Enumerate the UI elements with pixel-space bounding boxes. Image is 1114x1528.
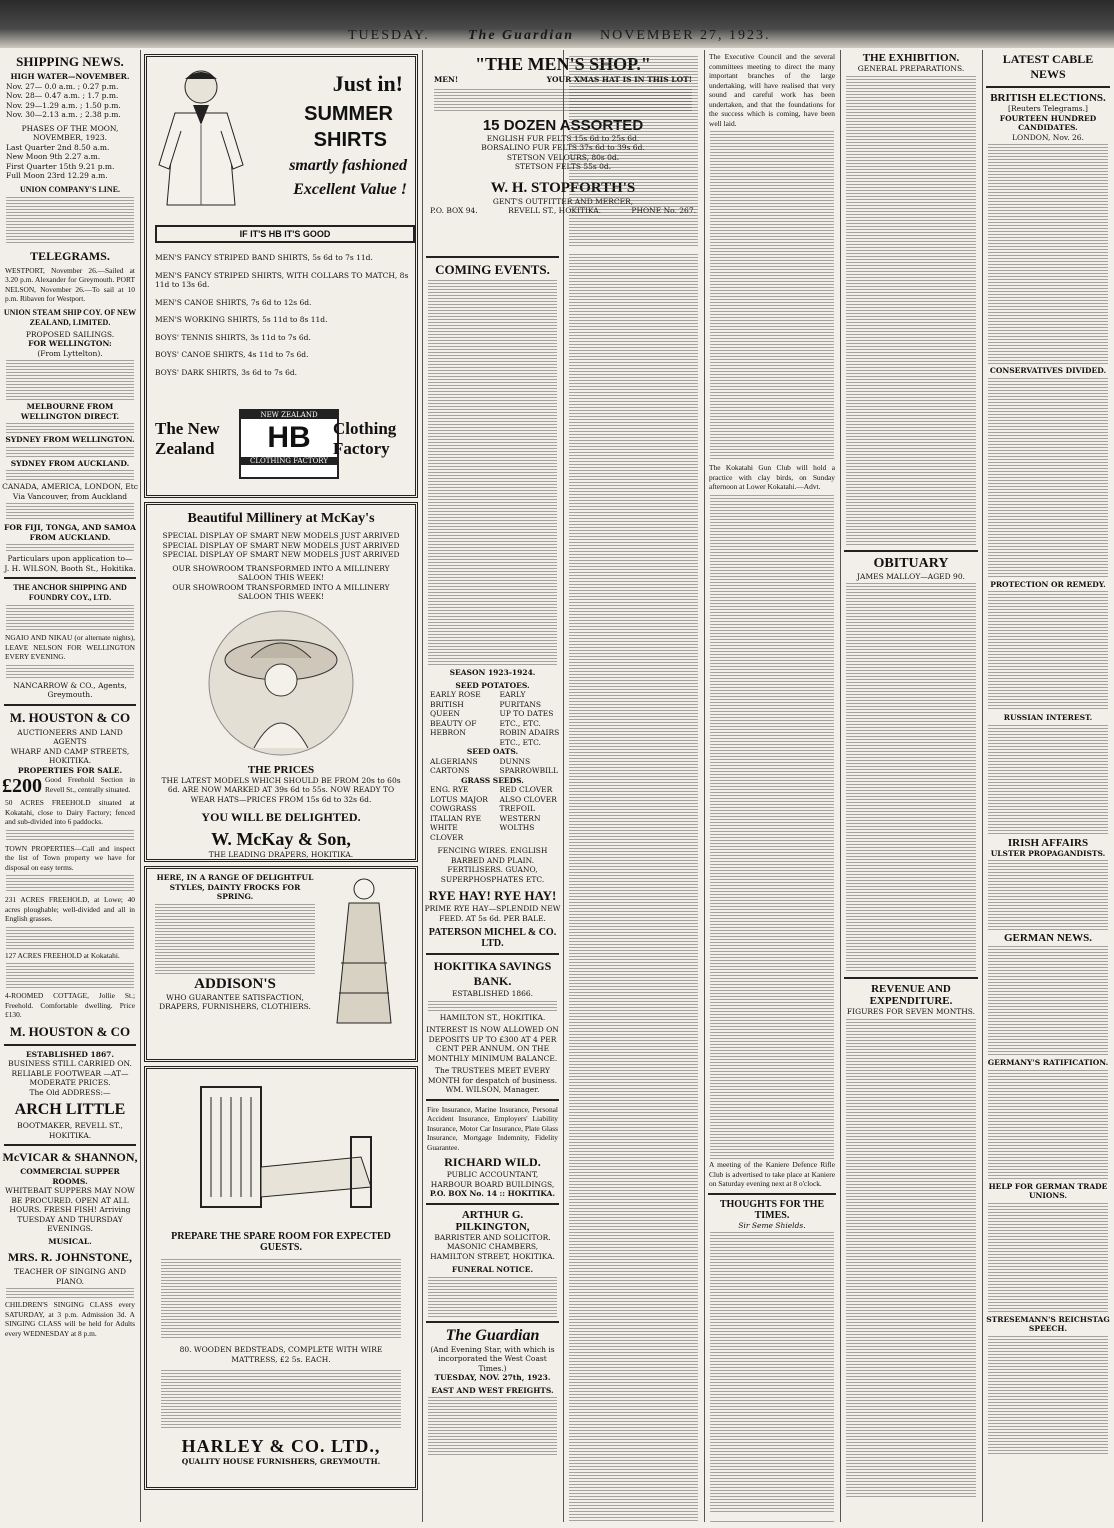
seed-item: BRITISH QUEEN [430, 699, 464, 718]
showroom-2: OUR SHOWROOM TRANSFORMED INTO A MILLINERY [172, 582, 390, 592]
grass-item: ALSO CLOVER [499, 794, 557, 804]
executive-text: The Executive Council and the several committees meeting to direct the many important branches of the large undertaking, will have realised that very sound and careful work has been undertaken, and that the foundations for the success which is coming, have been well laid. [709, 52, 835, 128]
german-news: GERMAN NEWS. [1003, 932, 1092, 944]
shirt-line: MEN'S WORKING SHIRTS, 5s 11d to 8s 11d. [155, 315, 328, 324]
grass-list [424, 785, 561, 842]
hats-line: BORSALINO FUR FELTS 37s 6d to 39s 6d. [481, 143, 645, 152]
help: HELP FOR GERMAN TRADE UNIONS. [988, 1181, 1108, 1200]
sydney: SYDNEY FROM WELLINGTON. [5, 435, 135, 444]
wharf: WHARF AND CAMP STREETS, HOKITIKA. [10, 746, 130, 765]
grass-item: LOTUS MAJOR [430, 794, 488, 804]
seed-item: EARLY PURITANS [499, 690, 542, 709]
moon-row: Full Moon 23rd 12.29 a.m. [6, 171, 108, 180]
hats-line: STETSON VELOURS, 80s 0d. [506, 152, 620, 162]
latest-cable: LATEST CABLE NEWS [1002, 52, 1094, 81]
tide-row: Nov. 27— 0.0 a.m. ; 0.27 p.m. [6, 81, 119, 91]
british-elections: BRITISH ELECTIONS. [990, 92, 1106, 104]
moon-row: First Quarter 15th 9.21 p.m. [6, 161, 115, 171]
saloon-1: SALOON THIS WEEK! [237, 573, 325, 582]
shirt-list [155, 253, 411, 385]
shirt-line: MEN'S FANCY STRIPED SHIRTS, WITH COLLARS TO MATCH, 8s 11d to 13s 6d. [155, 270, 409, 289]
houston-sub: AUCTIONEERS AND LAND AGENTS [17, 727, 123, 746]
addisons-ad [144, 866, 418, 1062]
hats-line: STETSON FELTS 55s 0d. [514, 162, 612, 171]
shipping-title: SHIPPING NEWS. [16, 54, 124, 69]
moon-title: PHASES OF THE MOON, NOVEMBER, 1923. [21, 123, 119, 142]
excellent: Excellent Value ! [293, 181, 407, 198]
arch-sub: BOOTMAKER, REVELL ST., HOKITIKA. [17, 1121, 123, 1140]
malloy: JAMES MALLOY—AGED 90. [857, 571, 965, 581]
stopforth-sub: GENT'S OUTFITTER AND MERCER, [492, 196, 634, 206]
business: BUSINESS STILL CARRIED ON. [8, 1059, 132, 1068]
tide-row: Nov. 29—1.29 a.m. ; 1.50 p.m. [6, 100, 121, 110]
masthead [0, 0, 1114, 48]
rye-hay: RYE HAY! RYE HAY! [428, 888, 557, 903]
acres127: 127 ACRES FREEHOLD at Kokatahi. [5, 950, 120, 960]
pobox14: P.O. BOX No. 14 :: HOKITIKA. [429, 1189, 556, 1198]
seed-list [424, 690, 561, 747]
houston-title: M. HOUSTON & CO [9, 709, 131, 725]
spare-room: PREPARE THE SPARE ROOM FOR EXPECTED GUESTS. [171, 1231, 391, 1253]
grass-item: TREFOIL [499, 804, 535, 813]
delighted: YOU WILL BE DELIGHTED. [201, 810, 361, 824]
pilkington: ARTHUR G. PILKINGTON, [455, 1208, 530, 1233]
thoughts-author: Sir Seme Shields. [738, 1220, 806, 1230]
harley-ad [144, 1066, 418, 1490]
frock-illustration [319, 873, 409, 1043]
seed-item: BEAUTY OF HEBRON [430, 718, 477, 737]
kaniere-text: A meeting of the Kaniere Defence Rifle Club is advertised to take place at Kaniere on Saturday evening next at 8 o'clock. [709, 1160, 835, 1188]
addison-sub: WHO GUARANTEE SATISFACTION, DRAPERS, FURNISHERS, CLOTHIERS. [159, 992, 311, 1011]
frocks: HERE, IN A RANGE OF DELIGHTFUL STYLES, DAINTY FROCKS FOR SPRING. [156, 873, 314, 901]
canada: CANADA, AMERICA, LONDON, Etc Via Vancouver, from Auckland [2, 482, 138, 501]
accountant: PUBLIC ACCOUNTANT, [446, 1170, 539, 1179]
cottage: 4-ROOMED COTTAGE, Jollie St.; Freehold. Comfortable dwelling. Price £130. [5, 991, 135, 1019]
hb-logo-bottom: CLOTHING FACTORY [241, 457, 337, 465]
hamilton-st: HAMILTON ST., HOKITIKA. [439, 1012, 546, 1022]
column-4-header-fill [565, 54, 702, 250]
bed-illustration [181, 1077, 381, 1227]
teacher: TEACHER OF SINGING AND PIANO. [14, 1267, 126, 1286]
ulster: ULSTER PROPAGANDISTS. [990, 848, 1106, 858]
moon-list [2, 143, 138, 181]
shirt-line: BOYS' DARK SHIRTS, 3s 6d to 7s 6d. [155, 367, 298, 377]
oats-item: SPARROWBILL [499, 766, 558, 775]
london-date: LONDON, Nov. 26. [1012, 132, 1084, 142]
shirt-line: BOYS' TENNIS SHIRTS, 3s 11d to 7s 6d. [155, 332, 311, 342]
thoughts-title: THOUGHTS FOR THE TIMES. [719, 1198, 825, 1221]
trustees: The TRUSTEES MEET EVERY MONTH for despatch of business. [427, 1066, 558, 1085]
mens-shop-title: "THE MEN'S SHOP." [475, 54, 651, 74]
irish-affairs: IRISH AFFAIRS [1007, 836, 1089, 849]
price-text: THE LATEST MODELS WHICH SHOULD BE FROM 20s to 60s 6d. ARE NOW MARKED AT 39s 6d to 55s. NOW READY TO WEAR HATS—PRICES FROM 15s 6d to 32s 6d. [161, 775, 401, 804]
stopforth-title: W. H. STOPFORTH'S [490, 179, 636, 196]
guardian-sub: (And Evening Star, with which is incorporated the West Coast Times.) [430, 1344, 555, 1373]
established: ESTABLISHED 1866. [451, 989, 534, 998]
seed-item: ROBIN ADAIRS ETC., ETC. [499, 728, 560, 747]
acres50: 50 ACRES FREEHOLD situated at Kokatahi, close to Dairy Factory; fenced and sub-divided into 6 paddocks. [5, 798, 135, 826]
addison-title: ADDISON'S [194, 975, 276, 992]
children: CHILDREN'S SINGING CLASS every SATURDAY, at 3 p.m. Admission 3d. A SINGING CLASS will be held for Adults every WEDNESDAY at 8 p.m. [5, 1300, 135, 1338]
saloon-2: SALOON THIS WEEK! [237, 592, 325, 601]
funeral: FUNERAL NOTICE. [451, 1265, 534, 1274]
tide-row: Nov. 30—2.13 a.m. ; 2.38 p.m. [6, 110, 121, 119]
grass-item: COWGRASS [430, 804, 477, 813]
russian: RUSSIAN INTEREST. [1003, 713, 1093, 722]
oats-list [424, 757, 561, 776]
coming-events: COMING EVENTS. [435, 262, 550, 277]
special-1: SPECIAL DISPLAY OF SMART NEW MODELS JUST ARRIVED [162, 531, 400, 540]
fiji: FOR FIJI, TONGA, AND SAMOA FROM AUCKLAND. [4, 523, 136, 542]
protection: PROTECTION OR REMEDY. [990, 579, 1106, 589]
hat-lady-illustration [206, 608, 356, 758]
mcvicar: McVICAR & SHANNON, [2, 1150, 138, 1164]
supper: COMMERCIAL SUPPER ROOMS. [20, 1167, 120, 1186]
masthead-day: TUESDAY. [348, 28, 430, 43]
particulars: Particulars upon application to— [7, 554, 133, 563]
price-200-text: Good Freehold Section in Revell St., centrally situated. [45, 775, 135, 794]
proposed: PROPOSED SAILINGS. [25, 329, 115, 339]
hats-line: ENGLISH FUR FELTS 15s 6d to 25s 6d. [486, 133, 640, 143]
summer-word: SUMMER [304, 103, 393, 125]
oats-item: ALGERIANS [430, 756, 478, 766]
price-200: £200 [2, 775, 42, 797]
millinery-title: Beautiful Millinery at McKay's [187, 511, 375, 526]
wm-wilson: WM. WILSON, Manager. [445, 1085, 540, 1094]
kokatahi-gun-club: The Kokatahi Gun Club will hold a practice with clay birds, on Sunday afternoon at Lower Kokatahi.—Advt. [709, 463, 835, 491]
seed-potatoes: SEED POTATOES. [455, 680, 530, 690]
thoughts-section [706, 1160, 838, 1520]
town-props: TOWN PROPERTIES—Call and inspect the list of Town property we have for disposal on easy terms. [5, 843, 135, 872]
hamilton-2: HAMILTON STREET, HOKITIKA. [430, 1251, 555, 1261]
revell-st: REVELL ST., HOKITIKA. [508, 206, 601, 215]
seed-item: EARLY ROSE [430, 690, 481, 699]
property-title: PROPERTIES FOR SALE. [17, 765, 123, 775]
grass-item: RED CLOVER [499, 785, 553, 794]
harbour: HARBOUR BOARD BUILDINGS, [430, 1179, 555, 1189]
agent: J. H. WILSON, Booth St., Hokitika. [4, 563, 136, 573]
union-title: UNION COMPANY'S LINE. [19, 184, 121, 194]
richard-wild: RICHARD WILD. [444, 1155, 541, 1169]
shirt-line: MEN'S CANOE SHIRTS, 7s 6d to 12s 6d. [155, 297, 312, 307]
reliable: RELIABLE FOOTWEAR —AT— MODERATE PRICES. [11, 1068, 129, 1087]
sydney-auckland: SYDNEY FROM AUCKLAND. [10, 458, 130, 468]
usscnz-title: UNION STEAM SHIP COY. OF NEW ZEALAND, LIMITED. [3, 307, 137, 327]
guardian-date: TUESDAY, NOV. 27th, 1923. [434, 1373, 551, 1382]
tides-list [2, 82, 138, 120]
old-address: The Old ADDRESS:— [29, 1087, 111, 1097]
hats-title: 15 DOZEN ASSORTED [482, 116, 644, 134]
telegrams-title: TELEGRAMS. [30, 248, 110, 263]
revenue-title: REVENUE AND EXPENDITURE. [869, 983, 953, 1007]
its-good: IF IT'S HB IT'S GOOD [155, 225, 415, 243]
smartly: smartly fashioned [289, 157, 407, 174]
preparations: GENERAL PREPARATIONS. [857, 64, 965, 73]
column-cable-news [984, 52, 1112, 1522]
seed-oats: SEED OATS. [466, 747, 519, 756]
exhibition-title: THE EXHIBITION. [862, 52, 960, 64]
houston-title-2: M. HOUSTON & CO [9, 1023, 131, 1039]
masthead-title: The Guardian [468, 28, 575, 43]
moon-row: Last Quarter 2nd 8.50 a.m. [6, 142, 110, 152]
paterson: PATERSON MICHEL & CO. LTD. [428, 927, 557, 949]
mckay-name: W. McKay & Son, [211, 829, 351, 849]
special-3: SPECIAL DISPLAY OF SMART NEW MODELS JUST ARRIVED [162, 550, 400, 559]
oats-item: DUNNS [499, 756, 531, 766]
grass-item: WHITE CLOVER [430, 823, 464, 842]
fourteen: FOURTEEN HUNDRED CANDIDATES. [999, 113, 1097, 132]
grass-item: WESTERN WOLTHS [499, 813, 541, 832]
from-lyttelton: (From Lyttelton). [37, 348, 103, 358]
column-3-body [424, 252, 561, 1522]
bedsteads: 80. WOODEN BEDSTEADS, COMPLETE WITH WIRE MATTRESS, £2 5s. EACH. [179, 1345, 383, 1364]
barrister: BARRISTER AND SOLICITOR. [434, 1232, 551, 1242]
rye-sub: PRIME RYE HAY—SPLENDID NEW FEED. AT 5s 6d. PER BALE. [424, 904, 561, 923]
just-in: Just in! [332, 71, 403, 96]
shirts-word: SHIRTS [313, 129, 387, 151]
clothing-factory: Clothing Factory [333, 419, 397, 458]
hb-logo-top: NEW ZEALAND [241, 411, 337, 419]
column-shipping [2, 50, 138, 1522]
harley-sub: QUALITY HOUSE FURNISHERS, GREYMOUTH. [181, 1457, 381, 1466]
grass-seeds: GRASS SEEDS. [461, 775, 524, 785]
reichstag: STRESEMANN'S REICHSTAG SPEECH. [986, 1314, 1110, 1333]
special-2: SPECIAL DISPLAY OF SMART NEW MODELS JUST ARRIVED [162, 540, 400, 550]
insurance: Fire Insurance, Marine Insurance, Personal Accident Insurance, Employers' Liability Insurance, Motor Car Insurance, Plate Glass Insurance, Mortgage Indemnity, Fidelity Guarantee. [427, 1104, 558, 1152]
guardian-title: The Guardian [445, 1326, 540, 1344]
obituary-title: OBITUARY [873, 555, 949, 571]
shirt-line: MEN'S FANCY STRIPED BAND SHIRTS, 5s 6d to 7s 11d. [155, 253, 373, 262]
hb-logo [239, 409, 339, 479]
prices-title: THE PRICES [247, 763, 315, 776]
seed-item: UP TO DATES ETC., ETC. [499, 709, 554, 728]
fencing: FENCING WIRES. ENGLISH BARBED AND PLAIN. FERTILISERS. GUANO, SUPERPHOSPHATES ETC. [437, 846, 548, 884]
grass-item: ITALIAN RYE [430, 813, 482, 823]
high-water: HIGH WATER—NOVEMBER. [10, 72, 130, 81]
column-4 [565, 252, 702, 1522]
musical: MUSICAL. [48, 1236, 92, 1246]
tide-row: Nov. 28— 0.47 a.m. ; 1.7 p.m. [6, 91, 119, 100]
man-illustration [155, 65, 247, 215]
season: SEASON 1923-1924. [449, 668, 536, 677]
men-word: MEN! [434, 75, 459, 84]
showroom-1: OUR SHOWROOM TRANSFORMED INTO A MILLINERY [172, 563, 390, 573]
reuter: [Reuters Telegrams.] [1008, 104, 1088, 113]
harley-name: HARLEY & CO. LTD., [181, 1436, 381, 1456]
oats-item: CARTONS [430, 766, 470, 775]
grass-item: ENG. RYE [430, 785, 469, 794]
column-5 [842, 52, 980, 1522]
millinery-ad [144, 502, 418, 862]
shirt-line: BOYS' CANOE SHIRTS, 4s 11d to 7s 6d. [155, 350, 309, 359]
interest: INTEREST IS NOW ALLOWED ON DEPOSITS UP TO £300 AT 4 PER CENT PER ANNUM. ON THE MONTHLY MINIMUM BALANCE. [426, 1025, 559, 1063]
westport-text: WESTPORT, November 26.—Sailed at 3.20 p.m. Alexander for Greymouth. PORT NELSON, November 26.—To sail at 10 p.m. Ribaven for Westport. [5, 265, 135, 303]
freights: EAST AND WEST FREIGHTS. [431, 1385, 554, 1395]
masonic: MASONIC CHAMBERS, [446, 1242, 539, 1251]
whitebait: WHITEBAIT SUPPERS MAY NOW BE PROCURED. OPEN AT ALL HOURS. FRESH FISH! Arriving TUESDAY AND THURSDAY EVENINGS. [5, 1186, 135, 1233]
anchor-title: THE ANCHOR SHIPPING AND FOUNDRY COY., LTD. [13, 583, 127, 602]
nasf-text: NGAIO AND NIKAU (or alternate nights), LEAVE NELSON FOR WELLINGTON EVERY EVENING. [5, 633, 135, 661]
po-box: P.O. BOX 94. [430, 206, 478, 215]
acres231: 231 ACRES FREEHOLD, at Lowe; 40 acres ploughable; well-divided and all in English grasses. [5, 895, 135, 923]
summer-shirts-ad [144, 54, 418, 498]
germanys: GERMANY'S RATIFICATION. [987, 1058, 1109, 1067]
melbourne: MELBOURNE FROM WELLINGTON DIRECT. [20, 402, 120, 421]
moon-row: New Moon 9th 2.27 a.m. [6, 152, 101, 161]
xmas-line: YOUR XMAS HAT IS IN THIS LOT! [546, 75, 692, 84]
hb-logo-mark: HB [267, 421, 311, 454]
figures: FIGURES FOR SEVEN MONTHS. [846, 1007, 976, 1016]
arch-little: ARCH LITTLE [14, 1101, 126, 1118]
mckay-sub: THE LEADING DRAPERS, HOKITIKA. [208, 850, 354, 859]
for-wellington: FOR WELLINGTON: [28, 339, 112, 348]
masthead-date: NOVEMBER 27, 1923. [600, 28, 771, 43]
est1867: ESTABLISHED 1867. [25, 1049, 115, 1059]
johnstone: MRS. R. JOHNSTONE, [7, 1250, 133, 1264]
conservatives: CONSERVATIVES DIVIDED. [989, 366, 1107, 375]
nancarrow: NANCARROW & CO., Agents, Greymouth. [13, 680, 127, 699]
new-zealand: The New Zealand [155, 419, 220, 458]
column-ads-left [142, 50, 420, 1522]
phone: PHONE No. 267. [631, 206, 696, 215]
savings-bank: HOKITIKA SAVINGS BANK. [433, 959, 552, 988]
